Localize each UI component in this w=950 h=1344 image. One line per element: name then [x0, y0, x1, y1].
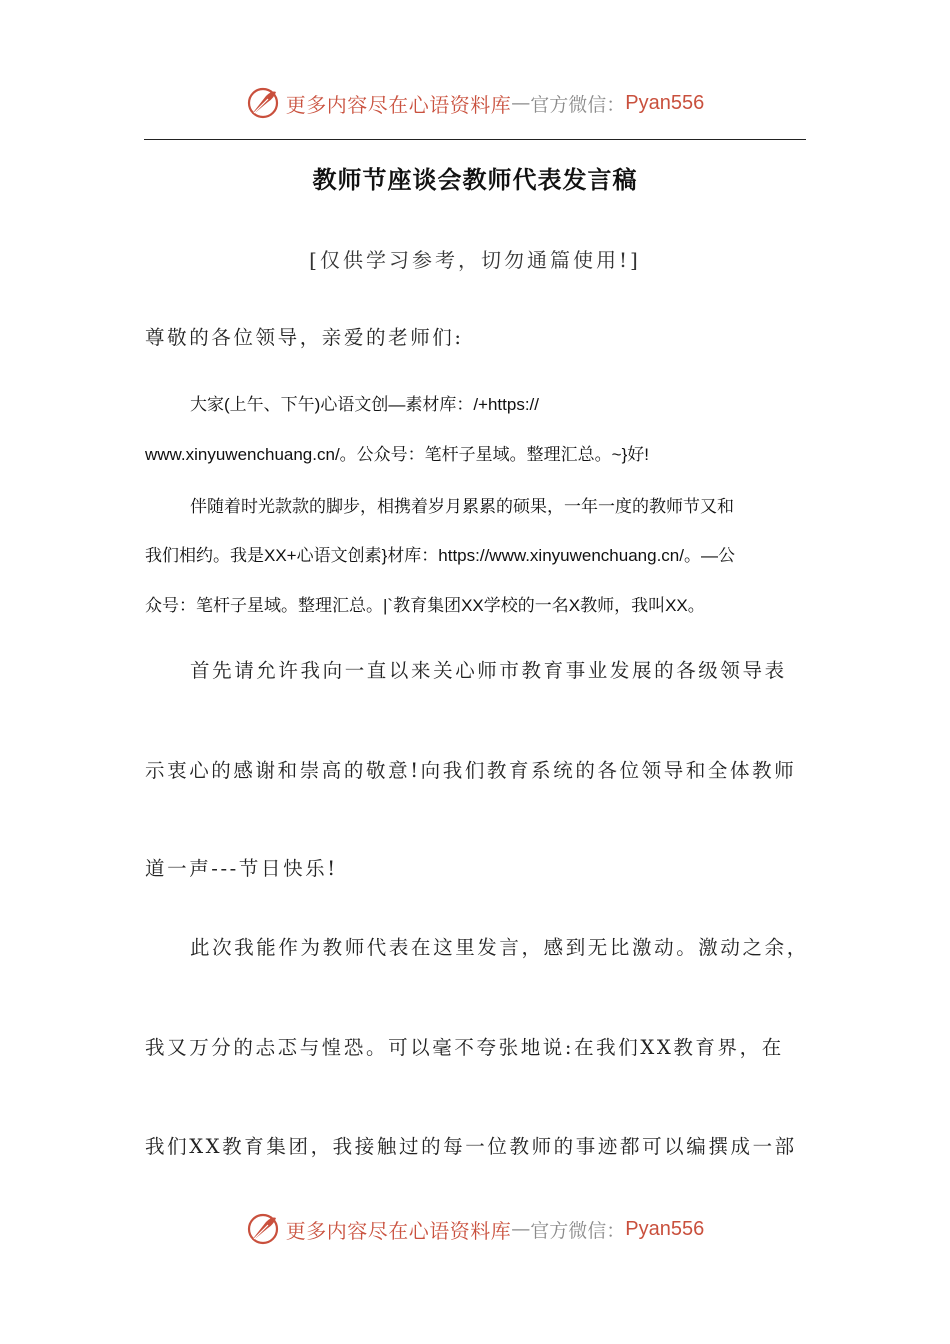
quill-logo-icon — [246, 1212, 280, 1246]
paragraph-4-line-1: 此次我能作为教师代表在这里发言，感到无比激动。激动之余， — [190, 936, 809, 959]
banner-dash: — — [511, 1218, 531, 1240]
paragraph-2-line-1: 伴随着时光款款的脚步，相携着岁月累累的硕果，一年一度的教师节又和 — [190, 497, 734, 516]
usage-note: [仅供学习参考，切勿通篇使用!] — [309, 248, 641, 272]
document-title: 教师节座谈会教师代表发言稿 — [312, 165, 638, 194]
header-divider — [144, 139, 806, 140]
paragraph-3-line-2: 示衷心的感谢和崇高的敬意!向我们教育系统的各位领导和全体教师 — [145, 759, 797, 782]
quill-logo-icon — [246, 86, 280, 120]
paragraph-4-line-3: 我们XX教育集团，我接触过的每一位教师的事迹都可以编撰成一部 — [145, 1135, 797, 1158]
banner-dash: — — [511, 92, 531, 114]
paragraph-1-line-1: 大家(上午、下午)心语文创—素材库：/+https:// — [190, 395, 539, 414]
paragraph-2-line-3: 众号：笔杆子星域。整理汇总。|`教育集团XX学校的一名X教师，我叫XX。 — [145, 596, 705, 615]
paragraph-3-line-3: 道一声---节日快乐! — [145, 857, 338, 880]
paragraph-2-line-2: 我们相约。我是XX+心语文创素}材库：https://www.xinyuwenchuang.cn/。—公 — [145, 546, 735, 565]
banner-main-text: 更多内容尽在心语资料库 — [285, 1218, 512, 1243]
paragraph-3-line-1: 首先请允许我向一直以来关心师市教育事业发展的各级领导表 — [190, 659, 787, 682]
paragraph-1-line-2: www.xinyuwenchuang.cn/。公众号：笔杆子星域。整理汇总。~}好! — [145, 445, 649, 464]
header-banner — [0, 83, 950, 123]
banner-sub-text: 官方微信： — [530, 1219, 626, 1242]
banner-wechat-id: Pyan556 — [625, 91, 705, 114]
paragraph-4-line-2: 我又万分的忐忑与惶恐。可以毫不夸张地说:在我们XX教育界，在 — [145, 1036, 784, 1059]
salutation: 尊敬的各位领导，亲爱的老师们: — [145, 326, 464, 349]
banner-wechat-id: Pyan556 — [625, 1217, 705, 1240]
footer-banner — [0, 1209, 950, 1249]
banner-sub-text: 官方微信： — [530, 93, 626, 116]
banner-main-text: 更多内容尽在心语资料库 — [285, 92, 512, 117]
